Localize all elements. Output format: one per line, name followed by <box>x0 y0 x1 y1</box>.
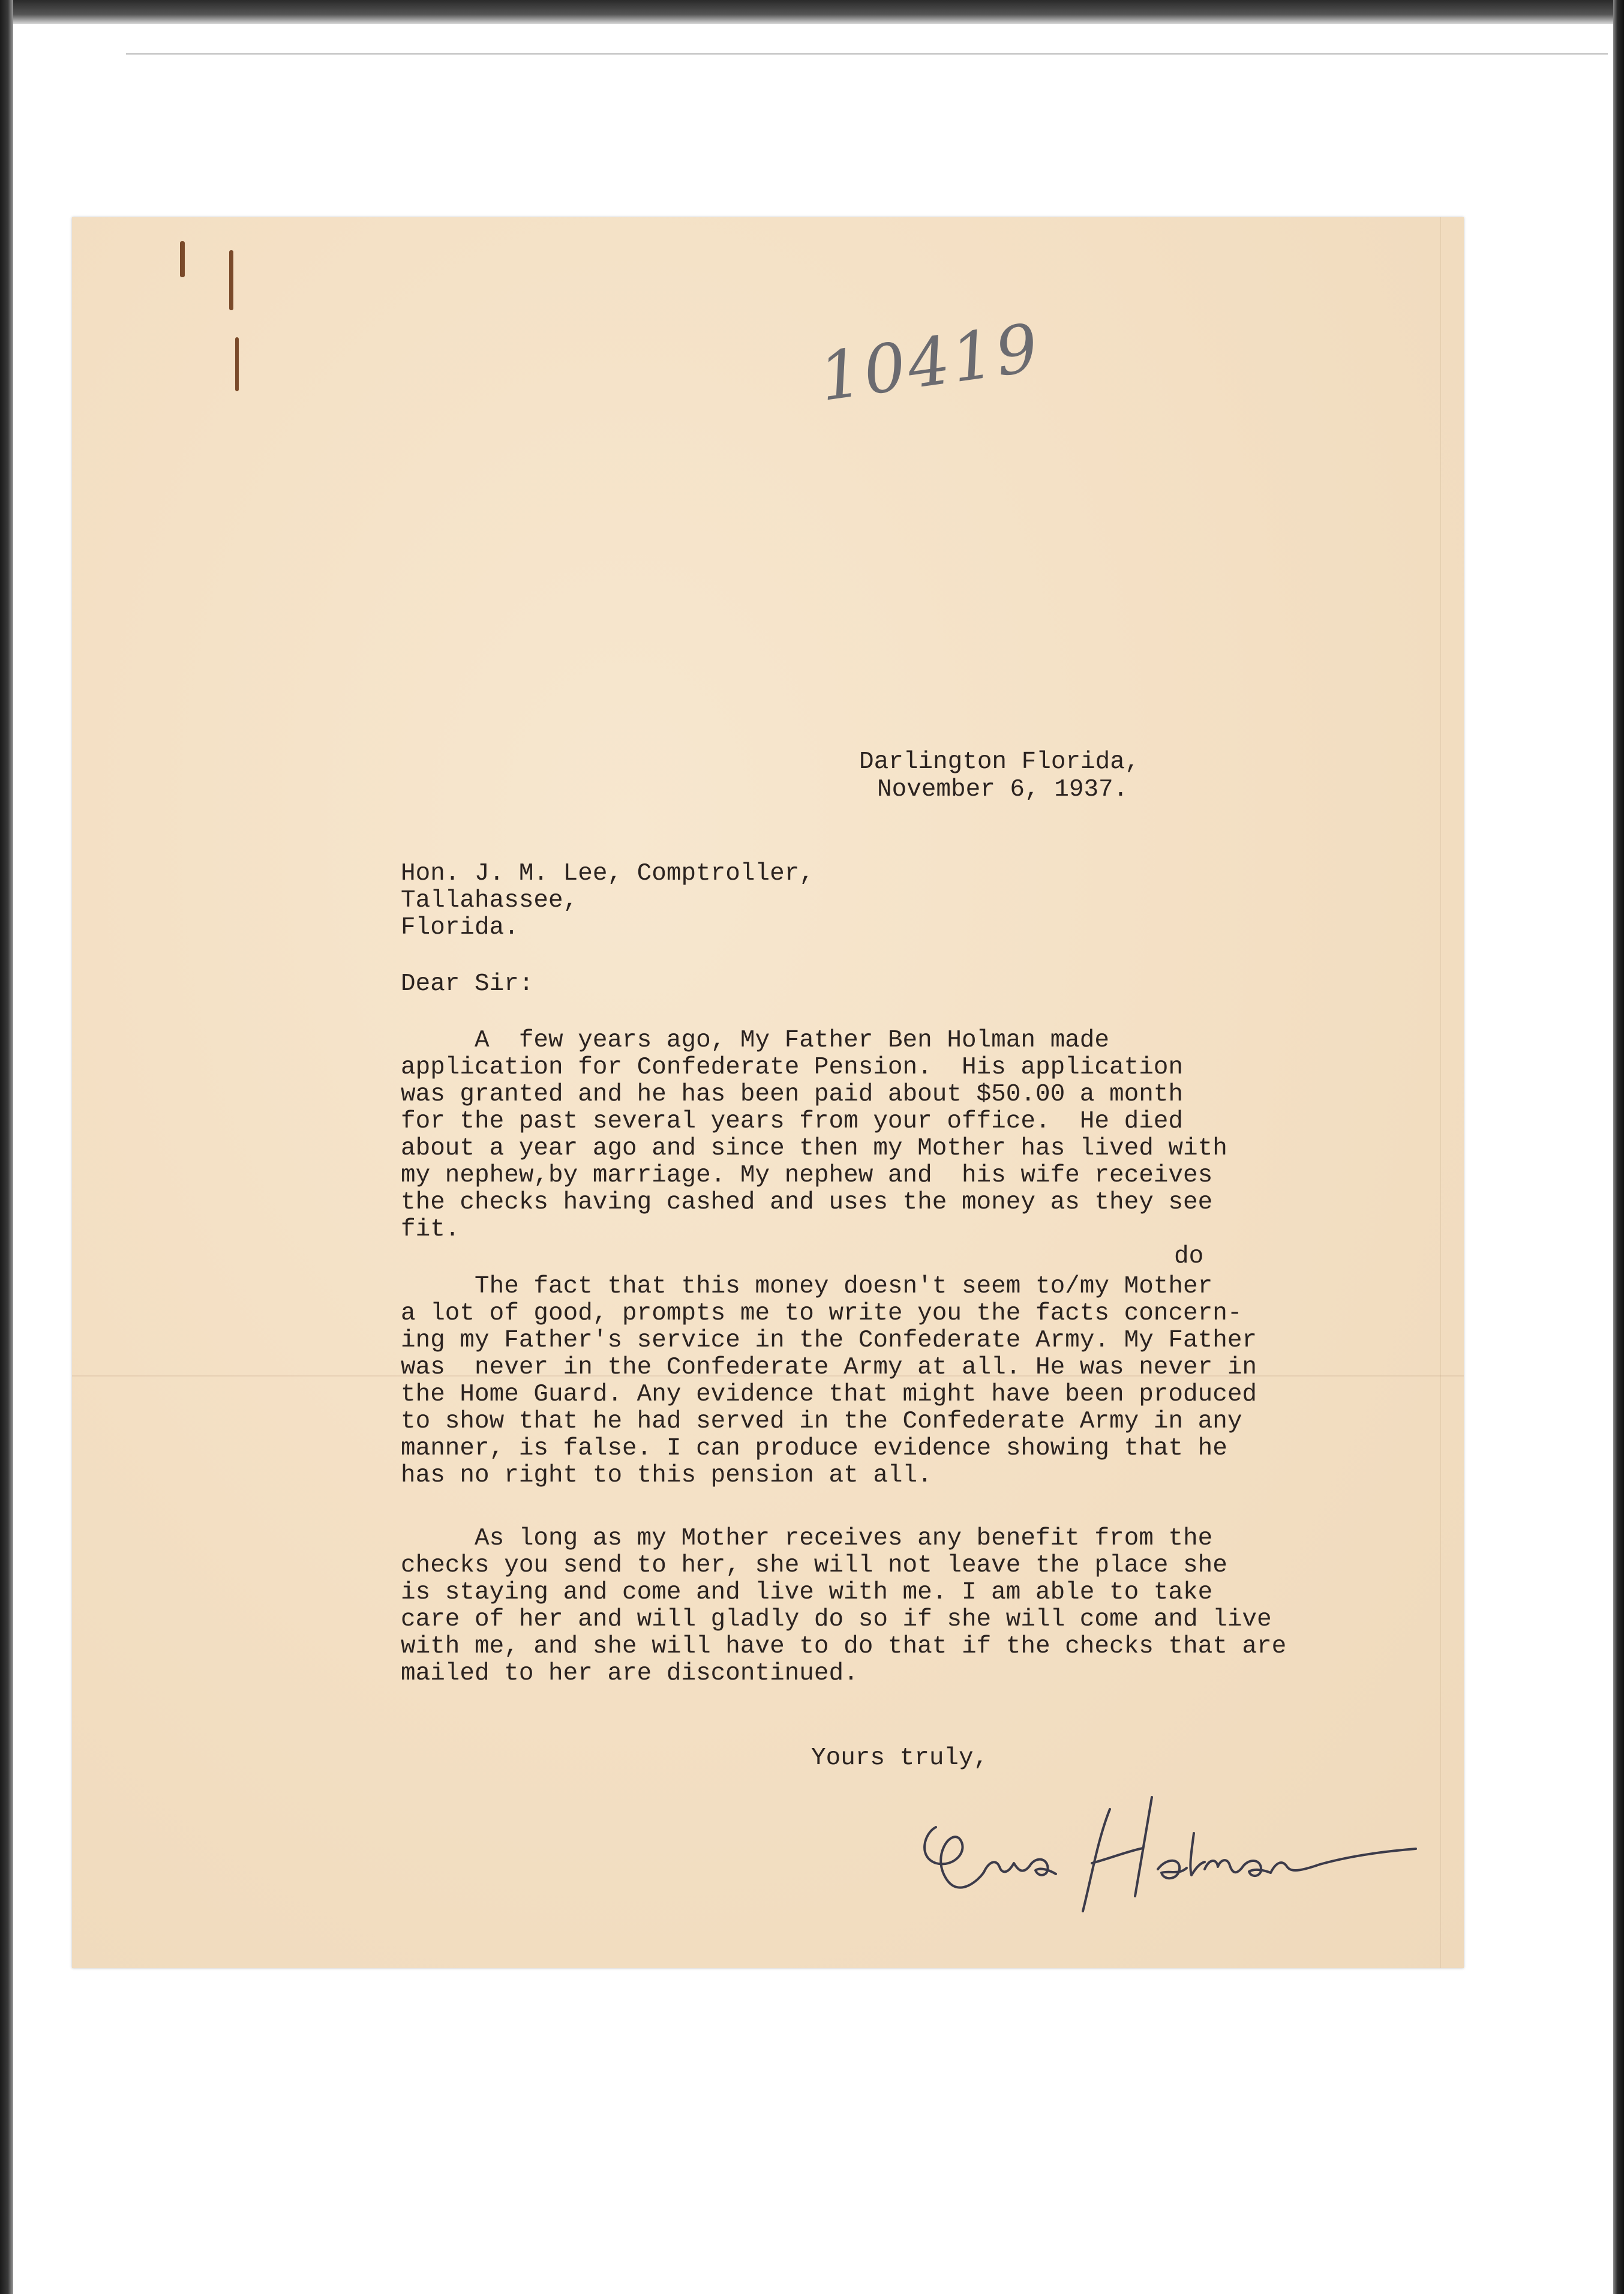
text-line: my nephew,by marriage. My nephew and his wife receives <box>401 1162 1213 1189</box>
text-line: A few years ago, My Father Ben Holman made <box>401 1027 1109 1054</box>
text-line: the Home Guard. Any evidence that might have been produced <box>401 1381 1257 1408</box>
salutation: Dear Sir: <box>401 970 534 998</box>
text-line: care of her and will gladly do so if she will come and live <box>401 1606 1272 1633</box>
text-line: has no right to this pension at all. <box>401 1462 932 1489</box>
text-line: the checks having cashed and uses the money as they see <box>401 1189 1213 1216</box>
handwritten-signature <box>912 1791 1428 1917</box>
text-line: is staying and come and live with me. I am able to take <box>401 1579 1213 1606</box>
text-line: for the past several years from your office. He died <box>401 1108 1184 1135</box>
text-line: The fact that this money doesn't seem to/my Mother <box>401 1273 1213 1300</box>
scan-top-edge <box>0 0 1624 24</box>
closing: Yours truly, <box>811 1744 989 1772</box>
text-line: manner, is false. I can produce evidence showing that he <box>401 1435 1227 1462</box>
rust-stain <box>229 250 233 310</box>
text-line: fit. <box>401 1216 460 1243</box>
text-line: mailed to her are discontinued. <box>401 1660 858 1687</box>
rust-stain <box>180 241 185 277</box>
scan-left-edge <box>0 0 13 2294</box>
text-line: checks you send to her, she will not leave the place she <box>401 1552 1227 1579</box>
text-line: with me, and she will have to do that if the checks that are <box>401 1633 1287 1660</box>
addressee-state: Florida. <box>401 914 519 941</box>
fold-crease-vertical <box>1440 217 1441 1968</box>
text-line: was granted and he has been paid about $50.00 a month <box>401 1081 1184 1108</box>
handwritten-file-number: 10419 <box>814 308 1046 416</box>
text-line: a lot of good, prompts me to write you the facts concern- <box>401 1300 1242 1327</box>
text-line: As long as my Mother receives any benefit from the <box>401 1525 1213 1552</box>
typed-insertion: do <box>1174 1243 1204 1270</box>
text-line: about a year ago and since then my Mother has lived with <box>401 1135 1227 1162</box>
addressee-city: Tallahassee, <box>401 887 578 914</box>
rust-stain <box>235 337 239 391</box>
mount-line <box>126 53 1608 55</box>
addressee-name: Hon. J. M. Lee, Comptroller, <box>401 860 814 887</box>
place-line: Darlington Florida, <box>859 748 1140 776</box>
text-line: ing my Father's service in the Confederate Army. My Father <box>401 1327 1257 1354</box>
text-line: to show that he had served in the Confederate Army in any <box>401 1408 1242 1435</box>
text-line: was never in the Confederate Army at all. He was never in <box>401 1354 1257 1381</box>
scan-right-edge <box>1613 0 1624 2294</box>
text-line: application for Confederate Pension. His application <box>401 1054 1184 1081</box>
date-line: November 6, 1937. <box>877 776 1128 803</box>
